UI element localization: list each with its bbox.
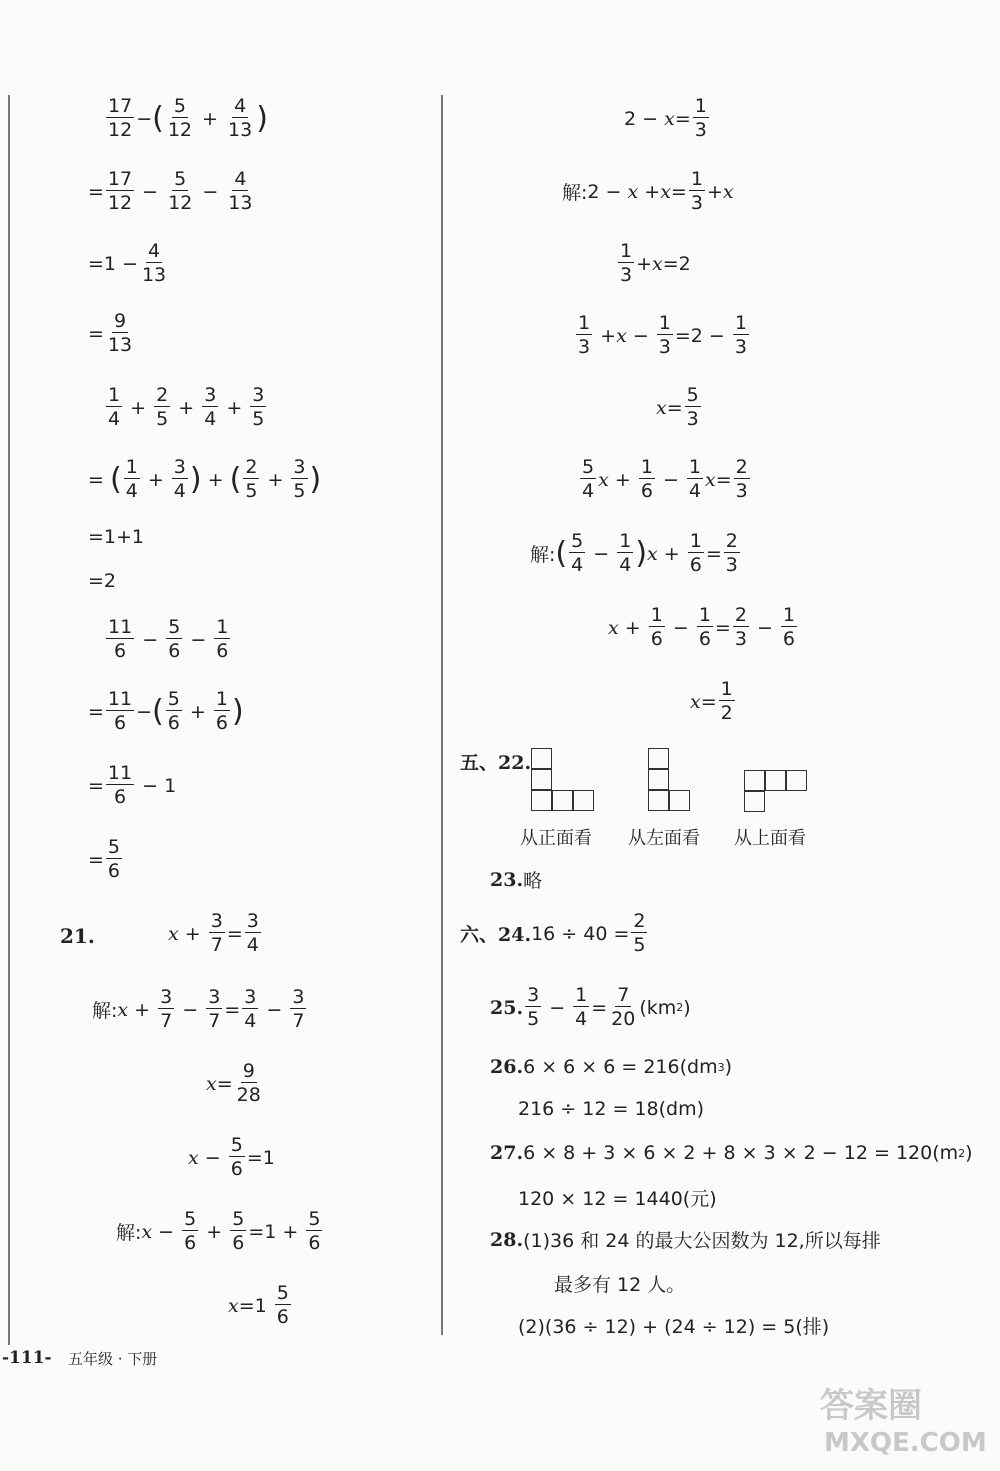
question-26: 26. 6 × 6 × 6 = 216(dm 3 ) (490, 1056, 732, 1078)
eq-20e: $\frac{11}{6}$ − $\frac{5}{6}$ − $\frac{1}{6}$ (108, 616, 229, 662)
eq-20d-step2: =1+1 (88, 526, 145, 548)
front-view-figure (531, 748, 601, 814)
question-21-label: 21. (60, 924, 95, 948)
fraction: $\frac{1}{6}$ (650, 604, 663, 650)
watermark-url: MXQE.COM (824, 1428, 987, 1458)
fraction: $\frac{1}{4}$ (575, 984, 588, 1030)
fraction: $\frac{3}{4}$ (244, 986, 257, 1032)
left-margin-line (8, 95, 10, 1345)
eq-r4: $\frac{1}{3}$ + x − $\frac{1}{3}$ =2 − $\frac{1}{3}$ (578, 312, 747, 358)
eq-21a-step1: 解: x + $\frac{3}{7}$ − $\frac{3}{7}$ = $\frac{3}{4}$ − $\frac{3}{7}$ (92, 986, 305, 1032)
eq-20d: $\frac{1}{4}$ + $\frac{2}{5}$ + $\frac{3}{4}$ + $\frac{3}{5}$ (108, 384, 265, 430)
fraction: $\frac{1}{6}$ (216, 616, 229, 662)
fraction: $\frac{2}{3}$ (725, 530, 738, 576)
fraction: $\frac{4}{13}$ (141, 240, 167, 286)
fraction: $\frac{1}{3}$ (694, 95, 707, 141)
eq-r2: 解: 2 − x + x = $\frac{1}{3}$ + x (562, 168, 734, 214)
eq-r1: 2 − x = $\frac{1}{3}$ (624, 95, 707, 141)
fraction: $\frac{5}{6}$ (168, 616, 181, 662)
fraction: $\frac{1}{3}$ (658, 312, 671, 358)
fraction: $\frac{1}{3}$ (620, 240, 633, 286)
fraction: $\frac{3}{7}$ (208, 986, 221, 1032)
fraction: $\frac{4}{13}$ (228, 95, 253, 141)
fraction: $\frac{9}{28}$ (236, 1060, 261, 1106)
eq-20d-step1: = ( $\frac{1}{4}$ + $\frac{3}{4}$ ) + ( $\frac{2}{5}$ + $\frac{3}{5}$ ) (88, 456, 322, 502)
fraction: $\frac{5}{6}$ (230, 1134, 243, 1180)
question-28-line2: 最多有 12 人。 (554, 1274, 686, 1296)
fraction: $\frac{1}{6}$ (640, 456, 653, 502)
fraction: $\frac{5}{6}$ (308, 1208, 321, 1254)
left-view-figure (648, 748, 694, 814)
question-28: 28. (1)36 和 24 的最大公因数为 12,所以每排 (490, 1228, 881, 1252)
fraction: $\frac{1}{4}$ (108, 384, 121, 430)
fraction: $\frac{3}{4}$ (173, 456, 186, 502)
fraction: $\frac{5}{6}$ (184, 1208, 197, 1254)
question-27: 27. 6 × 8 + 3 × 6 × 2 + 8 × 3 × 2 − 12 = 120(m 2 ) (490, 1142, 973, 1164)
eq-21b-step2: x =1 $\frac{5}{6}$ (228, 1282, 289, 1328)
fraction: $\frac{3}{7}$ (160, 986, 173, 1032)
eq-r7: 解: ( $\frac{5}{4}$ − $\frac{1}{4}$ ) x + $\frac{1}{6}$ = $\frac{2}{3}$ (530, 530, 738, 576)
eq-r3: $\frac{1}{3}$ + x =2 (620, 240, 691, 286)
question-22-label: 五、22. (460, 752, 532, 774)
fraction: $\frac{1}{6}$ (215, 688, 228, 734)
eq-20c-step2: =1 − $\frac{4}{13}$ (88, 240, 167, 286)
fraction: $\frac{5}{4}$ (582, 456, 595, 502)
fraction: $\frac{5}{12}$ (167, 95, 193, 141)
fraction: $\frac{5}{6}$ (276, 1282, 289, 1328)
watermark-logo: 答案圈 (820, 1386, 922, 1426)
eq-20e-step2: = $\frac{11}{6}$ − 1 (88, 762, 177, 808)
eq-20e-step1: = $\frac{11}{6}$ − ( $\frac{5}{6}$ + $\frac{1}{6}$ ) (88, 688, 244, 734)
fraction: $\frac{3}{4}$ (246, 910, 259, 956)
fraction: $\frac{4}{13}$ (228, 168, 253, 214)
fraction: $\frac{1}{6}$ (698, 604, 711, 650)
fraction: $\frac{5}{6}$ (107, 836, 121, 882)
fraction: $\frac{1}{6}$ (782, 604, 796, 650)
fraction: $\frac{2}{5}$ (245, 456, 258, 502)
eq-21a: x + $\frac{3}{7}$ = $\frac{3}{4}$ (168, 910, 259, 956)
fraction: $\frac{5}{12}$ (168, 168, 193, 214)
fraction: $\frac{3}{7}$ (292, 986, 305, 1032)
fraction: $\frac{2}{3}$ (734, 604, 747, 650)
fraction: $\frac{3}{5}$ (293, 456, 306, 502)
fraction: $\frac{1}{4}$ (125, 456, 138, 502)
question-27-step2: 120 × 12 = 1440(元) (518, 1188, 717, 1210)
column-divider (441, 95, 443, 1335)
fraction: $\frac{1}{6}$ (689, 530, 702, 576)
eq-r6: $\frac{5}{4}$ x + $\frac{1}{6}$ − $\frac{1}{4}$ x = $\frac{2}{3}$ (582, 456, 748, 502)
top-view-figure (744, 770, 814, 816)
fraction: $\frac{1}{3}$ (578, 312, 591, 358)
question-26-step2: 216 ÷ 12 = 18(dm) (518, 1098, 705, 1120)
page-number: -111- (2, 1348, 52, 1368)
question-25: 25. $\frac{3}{5}$ − $\frac{1}{4}$ = $\frac{7}{20}$ (km 2 ) (490, 984, 691, 1030)
fraction: $\frac{5}{6}$ (167, 688, 180, 734)
fraction: $\frac{3}{5}$ (252, 384, 265, 430)
fraction: $\frac{9}{13}$ (107, 310, 133, 356)
question-28-part2: (2)(36 ÷ 12) + (24 ÷ 12) = 5(排) (518, 1316, 830, 1338)
eq-r5: x = $\frac{5}{3}$ (656, 384, 699, 430)
fraction: $\frac{7}{20}$ (611, 984, 636, 1030)
question-23: 23. 略 (490, 868, 543, 892)
fraction: $\frac{5}{6}$ (232, 1208, 245, 1254)
eq-21b: x − $\frac{5}{6}$ =1 (188, 1134, 275, 1180)
fraction: $\frac{5}{4}$ (571, 530, 584, 576)
eq-21a-step2: x = $\frac{9}{28}$ (206, 1060, 261, 1106)
fraction: $\frac{11}{6}$ (107, 688, 133, 734)
grade-label: 五年级 · 下册 (68, 1350, 158, 1368)
fraction: $\frac{5}{3}$ (686, 384, 699, 430)
fraction: $\frac{1}{2}$ (720, 678, 733, 724)
eq-20c-step1: = $\frac{17}{12}$ − $\frac{5}{12}$ − $\frac{4}{13}$ (88, 168, 253, 214)
eq-21b-step1: 解: x − $\frac{5}{6}$ + $\frac{5}{6}$ =1 + $\frac{5}{6}$ (116, 1208, 321, 1254)
fraction: $\frac{2}{5}$ (633, 910, 646, 956)
fraction: $\frac{11}{6}$ (108, 616, 133, 662)
eq-r9: x = $\frac{1}{2}$ (690, 678, 733, 724)
question-24: 六、24. 16 ÷ 40 = $\frac{2}{5}$ (460, 910, 646, 956)
caption-top-view: 从上面看 (734, 828, 806, 849)
eq-20c-step3: = $\frac{9}{13}$ (88, 310, 133, 356)
fraction: $\frac{1}{4}$ (688, 456, 701, 502)
fraction: $\frac{2}{3}$ (735, 456, 748, 502)
fraction: $\frac{1}{3}$ (690, 168, 703, 214)
caption-left-view: 从左面看 (628, 828, 700, 849)
fraction: $\frac{3}{7}$ (210, 910, 223, 956)
fraction: $\frac{17}{12}$ (108, 95, 133, 141)
eq-20c: $\frac{17}{12}$ − ( $\frac{5}{12}$ + $\frac{4}{13}$ ) (108, 95, 268, 141)
fraction: $\frac{3}{5}$ (527, 984, 540, 1030)
fraction: $\frac{1}{4}$ (619, 530, 632, 576)
fraction: $\frac{11}{6}$ (107, 762, 133, 808)
eq-20e-step3: = $\frac{5}{6}$ (88, 836, 121, 882)
fraction: $\frac{2}{5}$ (156, 384, 169, 430)
fraction: $\frac{1}{3}$ (734, 312, 747, 358)
eq-20d-step3: =2 (88, 570, 117, 592)
fraction: $\frac{3}{4}$ (204, 384, 217, 430)
eq-r8: x + $\frac{1}{6}$ − $\frac{1}{6}$ = $\frac{2}{3}$ − $\frac{1}{6}$ (608, 604, 796, 650)
caption-front-view: 从正面看 (520, 828, 592, 849)
fraction: $\frac{17}{12}$ (107, 168, 133, 214)
